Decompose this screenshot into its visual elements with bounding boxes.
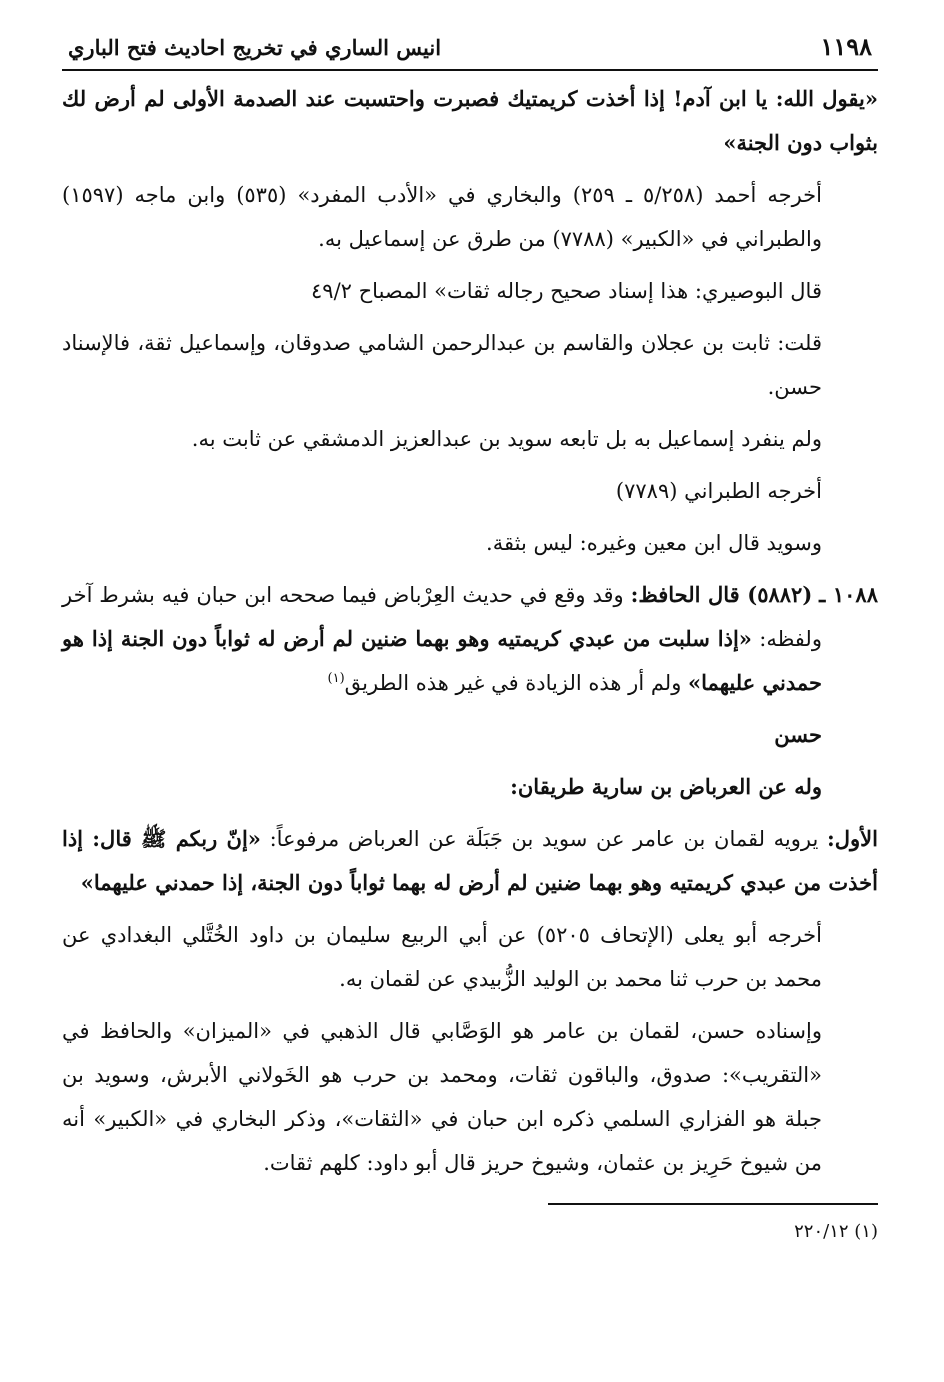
entry-quote: «إذا سلبت من عبدي كريمتيه وهو بهما ضنين لم أرض له ثواباً دون الجنة إذا هو حمدني عليهما» [62, 626, 822, 695]
running-header [62, 30, 878, 71]
grade-label: حسن [774, 722, 822, 747]
entry-text-2: ولم أر هذه الزيادة في غير هذه الطريق [344, 671, 682, 695]
first-route [62, 817, 878, 905]
page-number: ١١٩٨ [820, 32, 872, 61]
entry-text-1: وقد وقع في حديث العِرْباض فيما صححه ابن حبان فيه بشرط آخر ولفظه: [62, 583, 822, 651]
first-route-text: يرويه لقمان بن عامر عن سويد بن جَبَلَة عن العرباض مرفوعاً: [269, 827, 819, 851]
entry-lead: (٥٨٨٢) قال الحافظ: [630, 582, 813, 607]
isnad-evaluation: وإسناده حسن، لقمان بن عامر هو الوَصَّابي قال الذهبي في «الميزان» والحافظ في «التقريب»: صدوق، والباقون ثقات، ومحمد بن حرب هو الخَولاني الأبرش، وسويد بن جبلة هو الفزاري السلمي ذكره ابن حبان في «الثقات»، وذكر البخاري في «الكبير» أنه من شيوخ حَرِيز بن عثمان، وشيوخ حريز قال أبو داود: كلهم ثقات. [62, 1019, 822, 1175]
footnote-divider [548, 1203, 878, 1205]
book-title: انيس الساري في تخريج احاديث فتح الباري [68, 35, 442, 60]
footnote: (١) ٢٢٠/١٢ [794, 1221, 878, 1242]
busiri-statement: قال البوصيري: هذا إسناد صحيح رجاله ثقات» المصباح ٤٩/٢ [311, 279, 822, 303]
first-route-quote: «إنّ ربكم ﷺ قال: إذا أخذت من عبدي كريمتيه وهو بهما ضنين لم أرض له بهما ثواباً دون الجنة، إذا حمدني عليهما» [62, 826, 878, 895]
corroboration-note: ولم ينفرد إسماعيل به بل تابعه سويد بن عبدالعزيز الدمشقي عن ثابت به. [191, 427, 822, 451]
routes-heading: وله عن العرباض بن سارية طريقان: [510, 774, 822, 799]
author-comment: قلت: ثابت بن عجلان والقاسم بن عبدالرحمن الشامي صدوقان، وإسماعيل ثقة، فالإسناد حسن. [62, 331, 822, 399]
entry-number: ١٠٨٨ ـ [819, 582, 878, 607]
document-page [62, 30, 878, 1255]
entry-1088 [62, 573, 878, 705]
suwayd-grading: وسويد قال ابن معين وغيره: ليس بثقة. [486, 531, 822, 555]
takhrij-paragraph: أخرجه أحمد (٥/٢٥٨ ـ ٢٥٩) والبخاري في «الأدب المفرد» (٥٣٥) وابن ماجه (١٥٩٧) والطبراني في «الكبير» (٧٧٨٨) من طرق عن إسماعيل به. [62, 183, 822, 251]
first-route-label: الأول: [827, 826, 878, 851]
page-body [62, 77, 878, 1247]
tabarani-reference: أخرجه الطبراني (٧٧٨٩) [615, 479, 822, 503]
hadith-quote: «يقول الله: يا ابن آدم! إذا أخذت كريمتيك فصبرت واحتسبت عند الصدمة الأولى لم أرض لك بثواب دون الجنة» [62, 86, 878, 155]
footnote-reference: (١) [327, 671, 345, 686]
abu-yala-takhrij: أخرجه أبو يعلى (الإتحاف ٥٢٠٥) عن أبي الربيع سليمان بن داود الخُتَّلي البغدادي عن محمد بن حرب ثنا محمد بن الوليد الزُّبيدي عن لقمان به. [62, 923, 822, 991]
